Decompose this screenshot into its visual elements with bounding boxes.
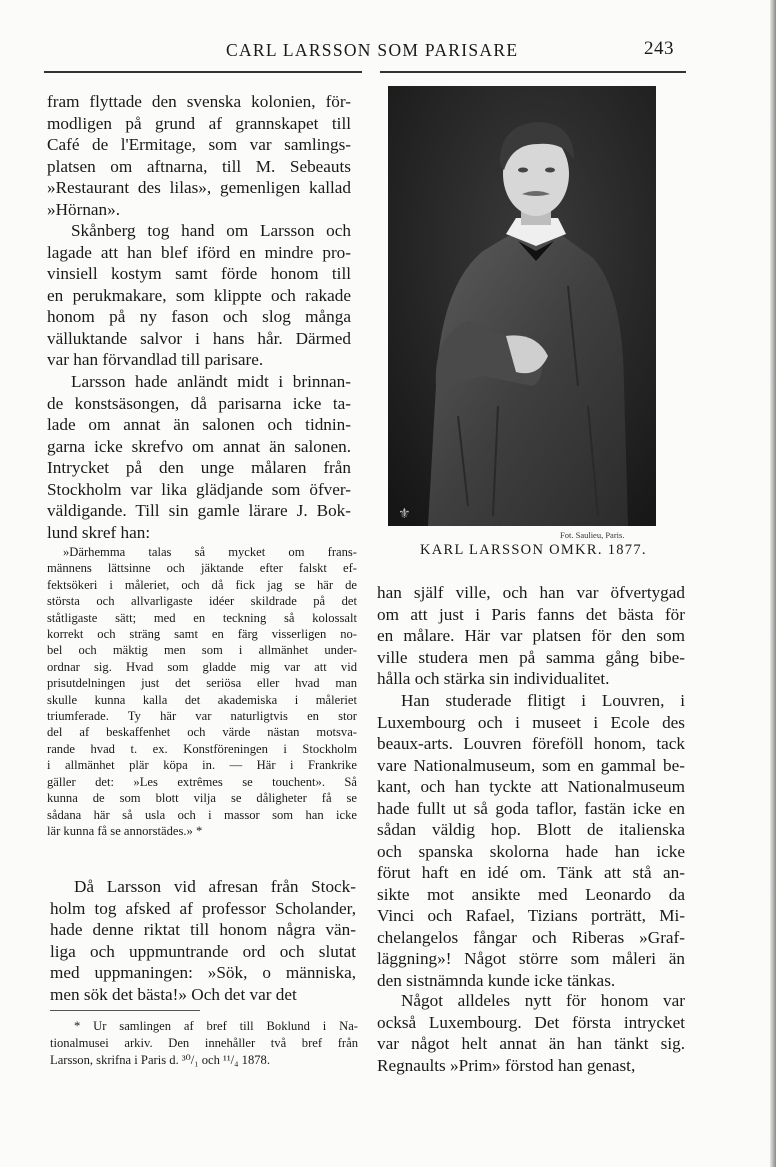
text-line: var något helt annat än han tänkt sig. bbox=[377, 1034, 685, 1053]
text-line: ståtligaste sätt; med en teckning så kolossalt bbox=[47, 610, 357, 625]
text-line: rande hvad t. ex. Konstföreningen i Stockholm bbox=[47, 741, 357, 756]
svg-text:⚜: ⚜ bbox=[398, 506, 411, 522]
right-paragraph-3 bbox=[377, 990, 685, 1076]
left-paragraph-3 bbox=[47, 371, 351, 543]
text-line: lär kunna få se annorstädes.» * bbox=[47, 823, 203, 838]
running-header-title: CARL LARSSON SOM PARISARE bbox=[226, 40, 519, 60]
text-line: lagade att han blef iförd en mindre pro- bbox=[47, 242, 351, 262]
page-number: 243 bbox=[644, 38, 674, 59]
text-line: Regnaults »Prim» förstod han genast, bbox=[377, 1055, 636, 1075]
text-line: välluktande salvor i hans hår. Därmed bbox=[47, 328, 351, 348]
text-line: korrekt och sträng samt en färg visserligen no- bbox=[47, 627, 357, 642]
text-line: prisutdelningen just det seriösa eller hvad man bbox=[47, 676, 357, 691]
text-line: »Restaurant des lilas», gemenligen kallad bbox=[47, 178, 351, 197]
text-line: i allmänhet plär köpa in. — Här i Frankrike bbox=[47, 758, 357, 773]
text-line: vare Nationalmuseum, som en gammal be- bbox=[377, 755, 685, 775]
text-line: sådana här så usla och i massor som han icke bbox=[47, 807, 357, 822]
text-line: triumferade. Ty här var naturligtvis en stor bbox=[47, 709, 357, 724]
text-line: lund skref han: bbox=[47, 522, 151, 542]
text-line: Han studerade flitigt i Louvren, i bbox=[401, 691, 685, 710]
text-line: väldigande. Till sin gamle lärare J. Bok- bbox=[47, 501, 351, 520]
text-line: gäller det: »Les extrêmes se touchent». Så bbox=[47, 774, 357, 789]
text-line: »Hörnan». bbox=[47, 199, 121, 219]
text-line: sikte mot ansikte med Leonardo da bbox=[377, 884, 685, 904]
left-paragraph-1 bbox=[47, 91, 351, 220]
text-line: var han förvandlad till parisare. bbox=[47, 350, 264, 369]
text-line: om att just i Paris fanns det bästa för bbox=[377, 604, 685, 624]
portrait-photograph bbox=[388, 86, 656, 526]
left-paragraph-4 bbox=[50, 876, 356, 1005]
text-line: honom på ny fason och slog många bbox=[47, 307, 351, 326]
right-paragraph-1 bbox=[377, 582, 685, 690]
right-paragraph-2 bbox=[377, 690, 685, 991]
text-line: förut haft en idé om. Tänk att stå an- bbox=[377, 863, 685, 882]
photo-credit: Fot. Saulieu, Paris. bbox=[560, 530, 625, 540]
text-line: och spanska skolorna hade han icke bbox=[377, 841, 685, 861]
quoted-letter bbox=[47, 544, 357, 839]
text-line: bel och mäktig men som i allmänhet under- bbox=[47, 643, 357, 658]
text-line: Skånberg tog hand om Larsson och bbox=[71, 221, 351, 240]
header-rule-right bbox=[380, 71, 686, 73]
text-line: med uppmaningen: »Sök, o människa, bbox=[50, 963, 356, 982]
text-line: chelangelos fångar och Riberas »Graf- bbox=[377, 927, 685, 947]
text-line: ville studera men på samma gång bibe- bbox=[377, 647, 685, 667]
text-line: också Luxembourg. Det första intrycket bbox=[377, 1012, 685, 1032]
photo-caption: KARL LARSSON OMKR. 1877. bbox=[420, 542, 647, 558]
text-line: kunna de som blott vilja se dåligheter få se bbox=[47, 791, 357, 806]
text-line: men sök det bästa!» Och det var det bbox=[50, 984, 297, 1004]
text-line: Vinci och Rafael, Tizians porträtt, Mi- bbox=[377, 906, 685, 925]
text-line: beaux-arts. Louvren föreföll honom, tack bbox=[377, 734, 685, 753]
text-line: Stockholm var lika glädjande som öfver- bbox=[47, 479, 351, 499]
text-line: del af beskaffenhet och värde nästan motsva- bbox=[47, 725, 357, 740]
text-line: den sistnämnda kunde icke tänkas. bbox=[377, 970, 616, 990]
text-line: Larsson, skrifna i Paris d. ³⁰/₁ och ¹¹/₄ 1878. bbox=[50, 1053, 270, 1067]
text-line: Då Larsson vid afresan från Stock- bbox=[74, 877, 356, 896]
text-line: Café de l'Ermitage, som var samlings- bbox=[47, 135, 351, 154]
text-line: ordnar sig. Hvad som gladde mig var att vid bbox=[47, 659, 357, 674]
text-line: Luxembourg och i museet i Ecole des bbox=[377, 712, 685, 732]
text-line: en perukmakare, som klippte och rakade bbox=[47, 285, 351, 305]
text-line: största och allvarligaste idéer skildrade på det bbox=[47, 594, 357, 609]
text-line: lade om annat än salonen och tidnin- bbox=[47, 415, 351, 434]
text-line: tionalmusei arkiv. Den innehåller två bref från bbox=[50, 1036, 358, 1050]
text-line: skulle kunna kalla det akademiska i måleriet bbox=[47, 692, 357, 707]
text-line: liga och uppmuntrande ord och slutat bbox=[50, 941, 356, 961]
footnote bbox=[50, 1018, 358, 1069]
header-rule-left bbox=[44, 71, 362, 73]
page-edge-shadow bbox=[770, 0, 776, 1167]
text-line: * Ur samlingen af bref till Boklund i Na- bbox=[74, 1019, 358, 1033]
text-line: garna icke skrefvo om annat än salonen. bbox=[47, 436, 351, 456]
text-line: Larsson hade anländt midt i brinnan- bbox=[71, 372, 351, 391]
text-line: modligen på grund af grannskapet till bbox=[47, 113, 351, 133]
text-line: männens lättsinne och jäktande efter falskt ef- bbox=[47, 561, 357, 576]
text-line: hade denne riktat till honom några vän- bbox=[50, 920, 356, 939]
text-line: kant, och han tyckte att Nationalmuseum bbox=[377, 777, 685, 796]
text-line: sådan väldig hop. Blott de italienska bbox=[377, 820, 685, 839]
footnote-rule bbox=[50, 1010, 200, 1011]
text-line: hade fullt ut så goda taflor, fastän icke en bbox=[377, 798, 685, 818]
text-line: vinsiell kostym samt förde honom till bbox=[47, 264, 351, 283]
text-line: läggning»! Något större som måleri än bbox=[377, 949, 685, 968]
text-line: en målare. Här var platsen för den som bbox=[377, 626, 685, 645]
text-line: »Därhemma talas så mycket om frans- bbox=[63, 545, 357, 559]
left-paragraph-2 bbox=[47, 220, 351, 371]
text-line: de konstsäsongen, då parisarna icke ta- bbox=[47, 393, 351, 413]
text-line: fektsökeri i måleriet, och då fick jag se här de bbox=[47, 577, 357, 592]
text-line: fram flyttade den svenska kolonien, för- bbox=[47, 92, 351, 111]
text-line: Intrycket på den unge målaren från bbox=[47, 458, 351, 477]
text-line: holm tog afsked af professor Scholander, bbox=[50, 898, 356, 918]
text-line: hålla och stärka sin individualitet. bbox=[377, 669, 610, 688]
text-line: platsen om aftnarna, till M. Sebeauts bbox=[47, 156, 351, 176]
text-line: han själf ville, och han var öfvertygad bbox=[377, 583, 685, 602]
text-line: Något alldeles nytt för honom var bbox=[401, 991, 685, 1010]
